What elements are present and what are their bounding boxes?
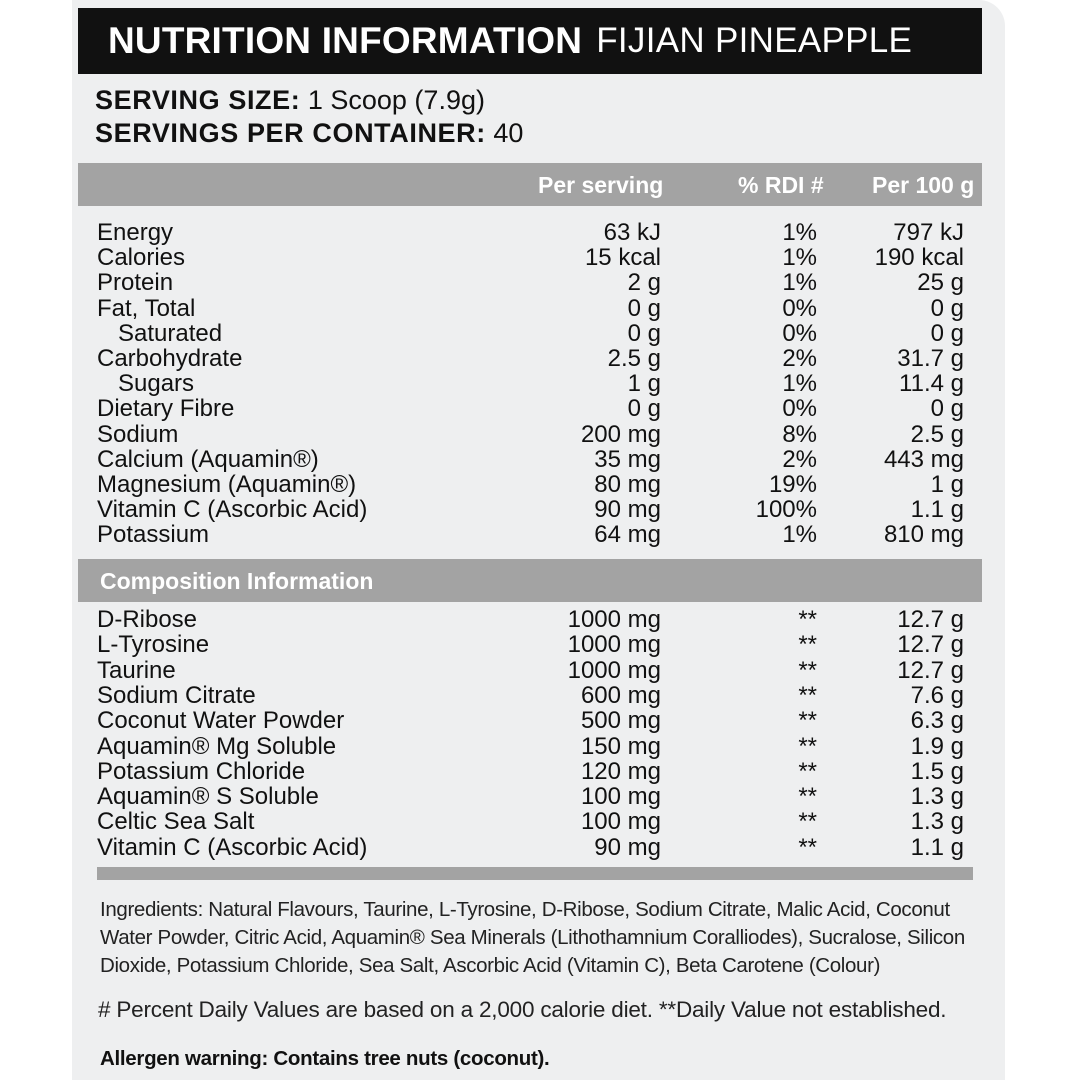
table-row [0,296,1080,322]
row-name: Energy [97,219,174,246]
flavour-name: FIJIAN PINEAPPLE [596,21,913,60]
row-name: Vitamin C (Ascorbic Acid) [97,496,368,524]
row-per-100g: 12.7 g [897,656,964,684]
row-name: Sodium [97,420,179,448]
row-per-serving: 150 mg [580,732,661,760]
row-per-100g: 1.9 g [910,732,964,760]
row-per-100g: 797 kJ [893,219,964,246]
row-rdi: ** [798,783,817,811]
table-row [0,708,1080,734]
row-name: Potassium Chloride [97,757,306,785]
table-row [0,396,1080,422]
row-rdi: ** [798,656,817,684]
header-per-serving: Per serving [538,172,664,198]
row-per-serving: 600 mg [580,681,661,709]
row-name: L-Tyrosine [97,631,210,659]
row-per-serving: 100 mg [580,783,661,811]
row-per-serving: 80 mg [594,471,661,498]
table-row [0,422,1080,448]
row-per-serving: 0 g [627,395,661,423]
table-row [0,658,1080,684]
row-per-serving: 63 kJ [603,219,661,246]
row-name: Aquamin® S Soluble [97,783,319,811]
table-row [0,632,1080,658]
row-per-serving: 90 mg [594,496,661,524]
row-per-100g: 0 g [930,294,964,322]
table-row [0,472,1080,498]
row-per-100g: 810 mg [883,521,964,549]
composition-header [78,559,982,602]
table-row [0,245,1080,271]
row-name: Potassium [97,521,210,549]
row-rdi: 1% [782,521,817,549]
row-rdi: 2% [782,345,817,372]
table-row [0,371,1080,397]
table-row [0,270,1080,296]
row-name: Coconut Water Powder [97,707,345,735]
row-per-serving: 100 mg [580,808,661,836]
row-rdi: 100% [755,496,817,524]
allergen-warning: Allergen warning: Contains tree nuts (coconut). [100,1047,550,1070]
servings-per-container [95,117,523,149]
row-per-100g: 1.1 g [910,833,964,861]
row-name: Aquamin® Mg Soluble [97,732,337,760]
row-per-100g: 6.3 g [910,707,964,735]
row-per-100g: 12.7 g [897,606,964,633]
row-per-100g: 443 mg [883,445,964,473]
row-rdi: ** [798,606,817,633]
row-name: Taurine [97,656,176,684]
table-row [0,683,1080,709]
table-row [0,734,1080,760]
table-row [0,447,1080,473]
row-rdi: ** [798,707,817,735]
row-rdi: 1% [782,219,817,246]
row-per-serving: 500 mg [580,707,661,735]
row-per-serving: 120 mg [580,757,661,785]
row-per-serving: 2.5 g [607,345,661,372]
row-per-serving: 35 mg [594,445,661,473]
row-per-100g: 1.3 g [910,783,964,811]
row-per-serving: 15 kcal [584,244,661,272]
row-per-serving: 90 mg [594,833,661,861]
row-rdi: ** [798,631,817,659]
row-per-serving: 1000 mg [567,606,661,633]
row-rdi: 1% [782,244,817,272]
row-per-100g: 25 g [917,269,964,297]
row-per-serving: 1000 mg [567,631,661,659]
row-rdi: 0% [782,294,817,322]
row-per-100g: 31.7 g [897,345,964,372]
row-rdi: 2% [782,445,817,473]
row-name: Magnesium (Aquamin®) [97,471,357,498]
row-per-100g: 12.7 g [897,631,964,659]
row-per-serving: 1000 mg [567,656,661,684]
row-rdi: 0% [782,319,817,347]
row-per-100g: 1.1 g [910,496,964,524]
row-rdi: 8% [782,420,817,448]
row-rdi: ** [798,757,817,785]
row-per-serving: 0 g [627,319,661,347]
ingredients-text: Ingredients: Natural Flavours, Taurine, L-Tyrosine, D-Ribose, Sodium Citrate, Malic Acid, Coconut Water Powder, Citric Acid, Aquamin® Sea Minerals (Lithothamnium Coralliodes), Sucralose, Silicon Dioxide, Potassium Chloride, Sea Salt, Ascorbic Acid (Vitamin C), Beta Carotene (Colour) [100,898,965,977]
table-row [0,835,1080,861]
row-rdi: 0% [782,395,817,423]
table-row [0,220,1080,246]
row-name: Calcium (Aquamin®) [97,445,319,473]
table-row [0,759,1080,785]
row-rdi: 1% [782,269,817,297]
row-name: Dietary Fibre [97,395,235,423]
divider [97,867,973,880]
row-name: Calories [97,244,186,272]
table-row [0,809,1080,835]
row-per-100g: 11.4 g [899,370,964,398]
row-name: Vitamin C (Ascorbic Acid) [97,833,368,861]
row-per-serving: 2 g [627,269,661,297]
row-rdi: ** [798,732,817,760]
row-rdi: ** [798,833,817,861]
table-row [0,784,1080,810]
row-rdi: 19% [768,471,817,498]
row-per-100g: 1 g [930,471,964,498]
table-header [78,163,982,206]
row-per-serving: 1 g [627,370,661,398]
row-name: Sugars [118,370,195,398]
servings-per-container-label: SERVINGS PER CONTAINER: [95,118,486,148]
row-name: Saturated [118,319,223,347]
row-per-100g: 0 g [930,319,964,347]
row-per-100g: 1.5 g [910,757,964,785]
page-title: NUTRITION INFORMATION [108,20,583,61]
table-row [0,346,1080,372]
row-per-100g: 1.3 g [910,808,964,836]
servings-per-container-value: 40 [493,118,524,148]
table-row [0,321,1080,347]
row-per-serving: 0 g [627,294,661,322]
row-per-serving: 200 mg [580,420,661,448]
row-per-100g: 0 g [930,395,964,423]
header-rdi: % RDI # [738,172,824,198]
row-name: Celtic Sea Salt [97,808,255,836]
composition-title: Composition Information [100,568,374,594]
row-per-100g: 2.5 g [910,420,964,448]
serving-size-value: 1 Scoop (7.9g) [307,85,485,115]
title-bar [78,8,982,74]
row-per-serving: 64 mg [594,521,661,549]
table-row [0,497,1080,523]
row-per-100g: 190 kcal [874,244,964,272]
row-name: Protein [97,269,174,297]
footnote-text: # Percent Daily Values are based on a 2,000 calorie diet. **Daily Value not established. [98,997,947,1022]
row-name: Sodium Citrate [97,681,256,709]
row-rdi: ** [798,808,817,836]
row-name: Fat, Total [97,294,196,322]
table-row [0,607,1080,633]
header-per-100g: Per 100 g [872,172,975,198]
row-rdi: 1% [782,370,817,398]
table-row [0,522,1080,548]
serving-size-label: SERVING SIZE: [95,85,301,115]
row-per-100g: 7.6 g [910,681,964,709]
row-name: Carbohydrate [97,345,243,372]
row-rdi: ** [798,681,817,709]
row-name: D-Ribose [97,606,198,633]
serving-size [95,84,485,116]
